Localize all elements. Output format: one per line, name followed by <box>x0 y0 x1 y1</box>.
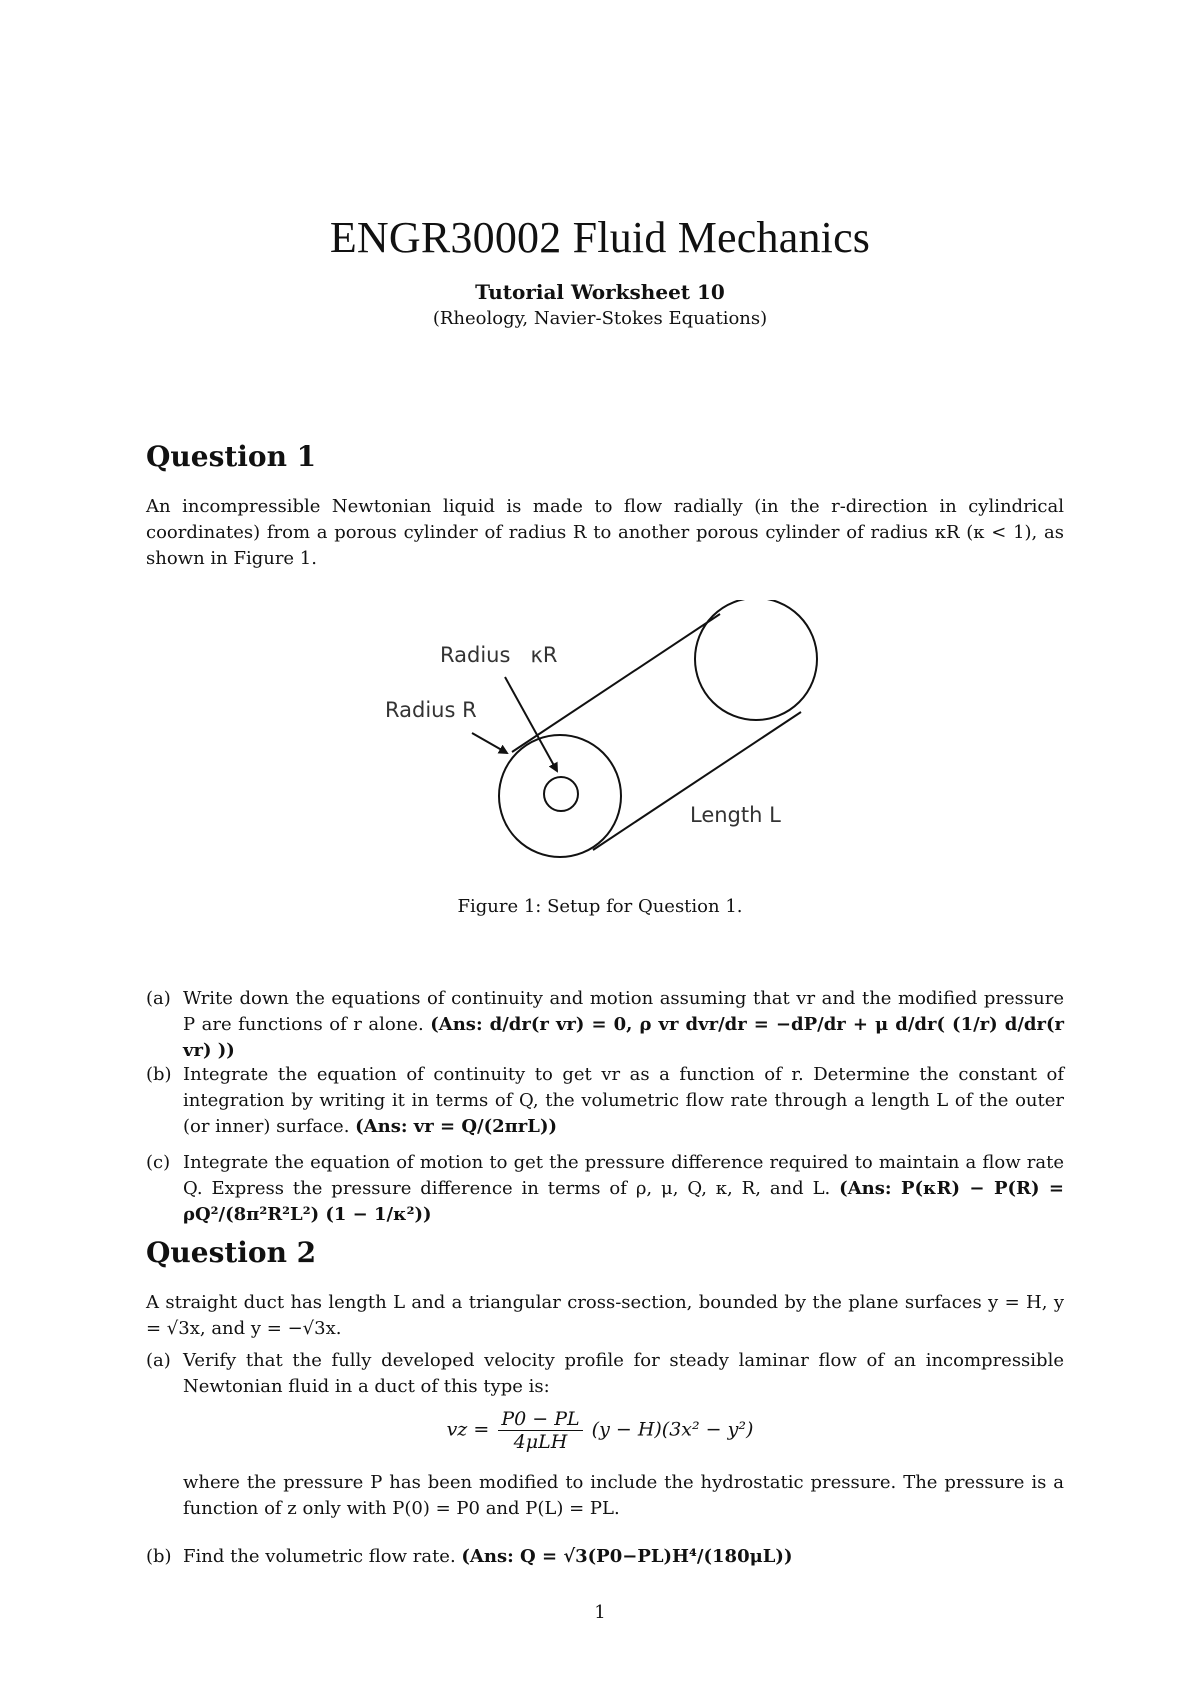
part-text: Integrate the equation of continuity to get vr as a function of r. Determine the constant of integration by writing it in terms of Q, the volumetric flow rate through a length L of the outer (or inner) surface. <box>183 1064 1064 1137</box>
part-answer: (Ans: Q = √3(P0−PL)H⁴/(180μL)) <box>461 1546 793 1567</box>
part-text: Verify that the fully developed velocity profile for steady laminar flow of an incompressible Newtonian fluid in a duct of this type is: <box>183 1350 1064 1397</box>
outer-radius-arrow <box>472 733 507 753</box>
equation-rhs: (y − H)(3x² − y²) <box>591 1418 754 1441</box>
part-text-after: where the pressure P has been modified to include the hydrostatic pressure. The pressure is a function of z only with P(0) = P0 and P(L) = PL. <box>183 1472 1064 1519</box>
cylinder-top-edge <box>512 614 720 752</box>
equation-lhs: vz = <box>446 1418 490 1441</box>
question-2-heading: Question 2 <box>146 1236 317 1269</box>
part-label: (b) <box>146 1546 172 1567</box>
equation-numerator: P0 − PL <box>498 1408 582 1431</box>
figure-1-caption: Figure 1: Setup for Question 1. <box>457 896 743 917</box>
q2-part-b <box>146 1544 1064 1570</box>
part-label: (c) <box>146 1152 171 1173</box>
part-text: Write down the equations of continuity and motion assuming that vr and the modified pressure P are functions of r alone. <box>183 988 1064 1035</box>
question-1-heading: Question 1 <box>146 440 317 473</box>
page-number: 1 <box>594 1602 606 1623</box>
equation-fraction <box>498 1408 582 1453</box>
part-text: Find the volumetric flow rate. <box>183 1546 456 1567</box>
question-2-intro: A straight duct has length L and a triangular cross-section, bounded by the plane surfaces y = H, y = √3x, and y = −√3x. <box>146 1292 1064 1339</box>
part-text: Integrate the equation of motion to get the pressure difference required to maintain a flow rate Q. Express the pressure difference in terms of ρ, μ, Q, κ, R, and L. <box>183 1152 1064 1199</box>
outer-cylinder-circle <box>499 735 621 857</box>
worksheet-subtitle: Tutorial Worksheet 10 <box>475 280 725 304</box>
part-answer: (Ans: P(κR) − P(R) = ρQ²/(8π²R²L²) (1 − 1/κ²)) <box>183 1178 1064 1225</box>
part-answer: (Ans: d/dr(r vr) = 0, ρ vr dvr/dr = −dP/dr + μ d/dr( (1/r) d/dr(r vr) )) <box>183 1014 1064 1061</box>
q2-part-a <box>146 1348 1064 1400</box>
label-inner-radius: Radius κR <box>440 643 558 667</box>
label-length: Length L <box>690 803 781 827</box>
part-label: (a) <box>146 988 171 1009</box>
label-outer-radius: Radius R <box>385 698 477 722</box>
worksheet-topics: (Rheology, Navier-Stokes Equations) <box>432 308 768 329</box>
equation-denominator: 4μLH <box>513 1431 568 1453</box>
part-label: (a) <box>146 1350 171 1371</box>
q1-part-b <box>146 1062 1064 1140</box>
q1-part-c <box>146 1150 1064 1228</box>
velocity-profile-equation <box>0 1408 1200 1453</box>
part-answer: (Ans: vr = Q/(2πrL)) <box>355 1116 557 1137</box>
document-title: ENGR30002 Fluid Mechanics <box>329 213 871 262</box>
cylinder-bottom-edge <box>593 712 801 850</box>
question-1-intro: An incompressible Newtonian liquid is made to flow radially (in the r-direction in cylindrical coordinates) from a porous cylinder of radius R to another porous cylinder of radius κR (κ < 1), as shown in Figure 1. <box>146 496 1064 569</box>
figure-1-cylinders <box>0 600 1200 870</box>
q1-part-a <box>146 986 1064 1064</box>
q2-part-a-continued <box>146 1470 1064 1522</box>
part-label: (b) <box>146 1064 172 1085</box>
